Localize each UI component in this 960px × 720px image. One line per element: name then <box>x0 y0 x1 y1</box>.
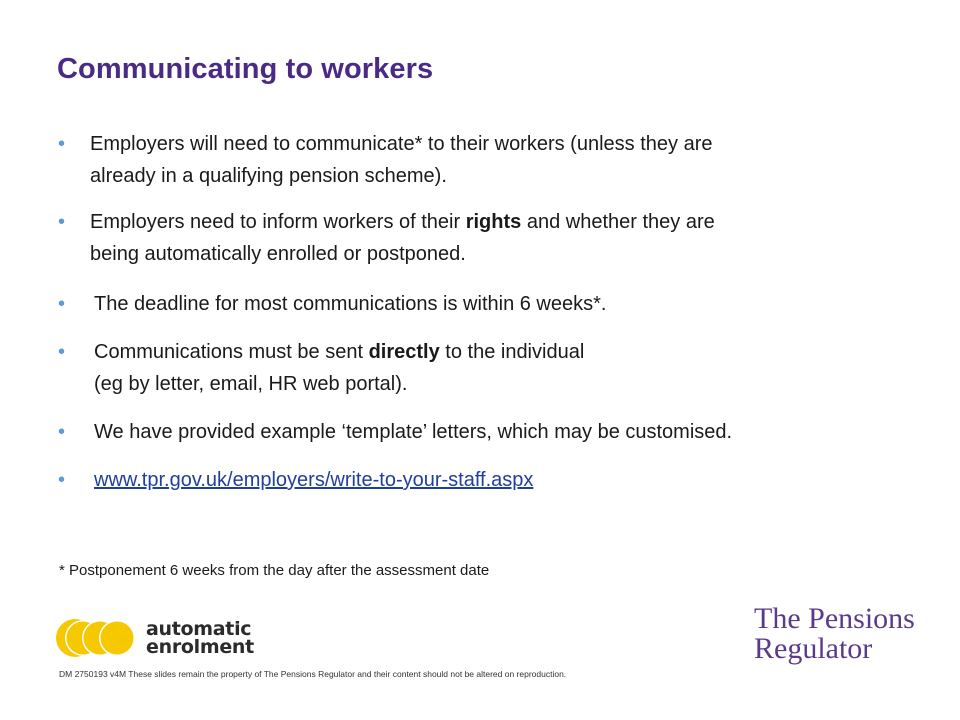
bullet-text-continuation: (eg by letter, email, HR web portal). <box>94 373 408 395</box>
bullet-text-continuation: already in a qualifying pension scheme). <box>90 165 447 187</box>
tpr-logo-line2: Regulator <box>754 632 873 665</box>
tpr-logo-line1: The Pensions <box>754 602 915 635</box>
bullet-text-emphasis: directly <box>368 341 440 363</box>
bullet-text-continuation: being automatically enrolled or postponed. <box>90 243 466 265</box>
slide-title: Communicating to workers <box>57 53 434 85</box>
ae-logo-line1: automatic <box>146 618 252 640</box>
bullet-text: Employers will need to communicate* to their workers (unless they are <box>90 133 713 155</box>
bullet-text <box>94 336 584 368</box>
tpr-logo <box>754 604 915 664</box>
bullet-text: The deadline for most communications is within 6 weeks*. <box>94 293 607 315</box>
ae-logo-text <box>146 620 254 656</box>
footnote: * Postponement 6 weeks from the day after the assessment date <box>59 562 490 579</box>
bullet-dot-icon: • <box>58 133 66 155</box>
bullet-text-pre: Employers need to inform workers of their <box>90 211 466 233</box>
automatic-enrolment-logo <box>56 614 256 664</box>
bullet-text-pre: Communications must be sent <box>94 341 369 363</box>
bullet-dot-icon: • <box>58 341 66 363</box>
bullet-text-post: and whether they are <box>521 211 715 233</box>
copyright-notice: DM 2750193 v4M These slides remain the property of The Pensions Regulator and their content should not be altered on reproduction. <box>59 669 567 679</box>
ae-circles-icon <box>56 614 142 664</box>
bullet-text-post: to the individual <box>439 341 585 363</box>
bullet-dot-icon: • <box>58 211 66 233</box>
bullet-text: We have provided example ‘template’ letters, which may be customised. <box>94 421 733 443</box>
bullet-text-emphasis: rights <box>465 211 522 233</box>
bullet-dot-icon: • <box>58 469 66 491</box>
bullet-text <box>90 206 715 238</box>
tpr-staff-link[interactable]: www.tpr.gov.uk/employers/write-to-your-staff.aspx <box>94 469 534 491</box>
bullet-dot-icon: • <box>58 421 66 443</box>
bullet-dot-icon: • <box>58 293 66 315</box>
ae-logo-line2: enrolment <box>146 636 254 658</box>
